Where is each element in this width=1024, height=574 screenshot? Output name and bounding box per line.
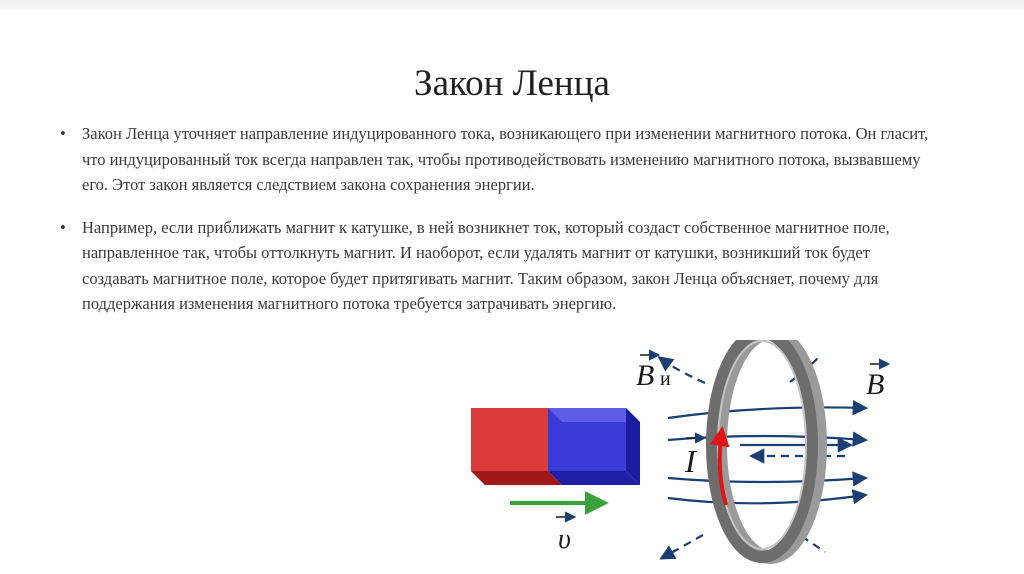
velocity-label: υ xyxy=(558,524,571,555)
bullet-icon: • xyxy=(60,124,66,143)
coil-ring xyxy=(712,340,820,557)
magnet-south-bottom xyxy=(548,471,640,485)
current-symbol: I xyxy=(685,443,696,479)
field-line xyxy=(668,495,865,503)
magnet-north-bottom xyxy=(471,471,562,485)
field-label xyxy=(866,364,888,401)
bar-magnet xyxy=(471,408,640,485)
slide-title: Закон Ленца xyxy=(414,63,610,104)
lenz-law-illustration xyxy=(460,340,930,570)
induced-field-symbol: B xyxy=(636,359,655,392)
current-label xyxy=(684,438,704,479)
induced-field-subscript: и xyxy=(660,368,671,390)
field-line xyxy=(668,407,865,418)
magnet-north-face xyxy=(471,408,548,471)
induced-field-label xyxy=(636,355,671,392)
bullet-icon: • xyxy=(60,217,66,237)
induced-field-line xyxy=(662,535,703,558)
bullet-item xyxy=(60,121,940,198)
field-lines xyxy=(668,407,865,503)
field-symbol: B xyxy=(866,368,885,401)
bullet-text: Закон Ленца уточняет направление индуцированного тока, возникающего при изменении магнитного потока. Он гласит, что индуцированный ток всегда направлен так, чтобы противодействовать изменению магнитного потока, вызвавшему его. Этот закон является следствием закона сохранения энергии. xyxy=(82,124,929,194)
field-line xyxy=(668,478,865,482)
bullet-text: Например, если приближать магнит к катушке, в ней возникнет ток, который создаст собственное магнитное поле, направленное так, чтобы оттолкнуть магнит. И наоборот, если удалять магнит от катушки, возникший ток будет создавать магнитное поле, которое будет притягивать магнит. Таким образом, закон Ленца объясняет, почему для поддержания изменения магнитного потока требуется затрачивать энергию. xyxy=(82,217,890,313)
bullet-list xyxy=(60,121,940,317)
bullet-item xyxy=(60,215,940,317)
top-rule xyxy=(0,0,1024,9)
